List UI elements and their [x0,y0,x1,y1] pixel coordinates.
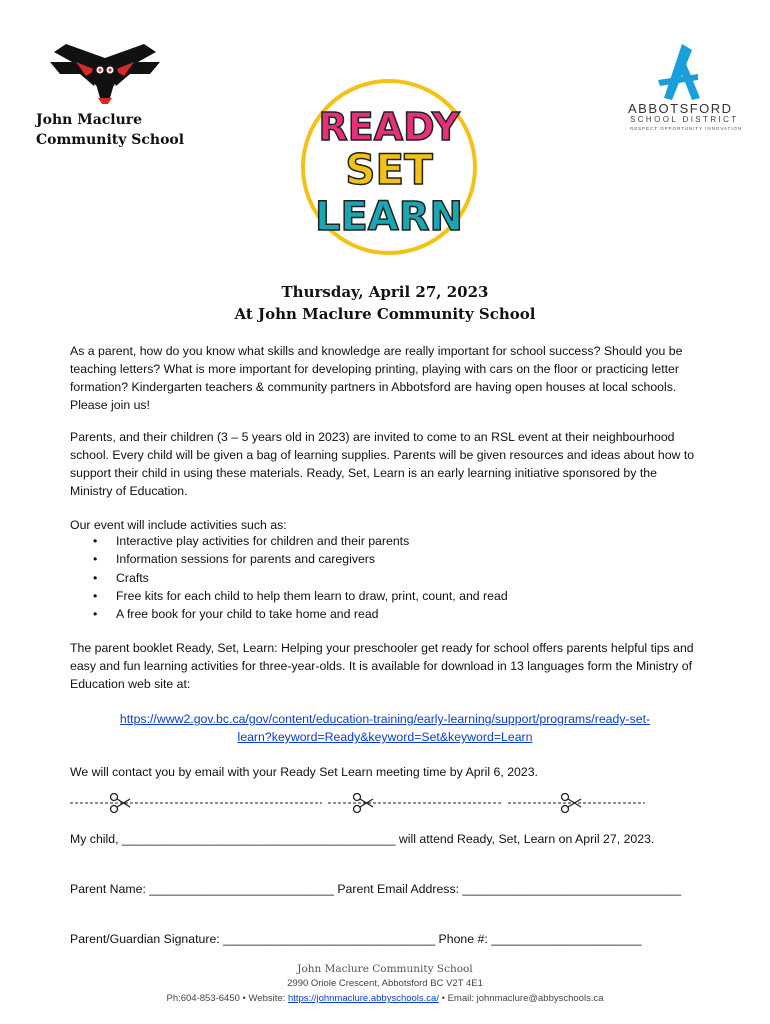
signature-phone-field[interactable]: Parent/Guardian Signature: _______________________________ Phone #: ______________________ [70,932,642,946]
district-a-icon [648,44,708,100]
school-name-line2: Community School [36,132,185,148]
school-name [36,110,184,150]
invite-paragraph: Parents, and their children (3 – 5 years old in 2023) are invited to come to an RSL event at their neighbourhood school. Every child will be given a bag of learning supplies. Parents will be given resources and ideas about how to support their child in using these materials. Ready, Set, Learn is an early learning initiative sponsored by the Ministry of Education. [70,430,695,498]
event-date: Thursday, April 27, 2023 [281,283,489,301]
ready-set-learn-badge [300,78,478,256]
separator-dot: • [242,993,246,1004]
list-item: • Interactive play activities for children and their parents [93,534,410,548]
footer-contact [0,993,770,1004]
svg-text:LEARN: LEARN [314,194,464,240]
contact-note: We will contact you by email with your Ready Set Learn meeting time by April 6, 2023. [70,765,538,779]
bullet-icon: • [93,570,98,585]
cut-line [70,793,645,813]
abbotsford-district-logo [626,44,738,105]
bullet-icon: • [93,607,98,622]
footer-phone: Ph:604-853-6450 [166,993,240,1004]
footer-website-label: Website: [248,993,286,1004]
ministry-link-line1[interactable]: https://www2.gov.bc.ca/gov/content/education-training/early-learning/support/programs/ready-set- [119,712,651,726]
list-item: • Crafts [93,570,149,585]
activities-list [70,532,508,623]
event-location: At John Maclure Community School [234,305,536,323]
school-name-line1: John Maclure [36,112,143,128]
separator-dot: • [441,993,445,1004]
list-item: • Information sessions for parents and caregivers [93,552,376,567]
parent-name-email-field[interactable]: Parent Name: ___________________________ Parent Email Address: ________________________________ [70,882,682,896]
school-thunderbird-logo [40,40,170,106]
footer-school-name: John Maclure Community School [297,963,473,975]
list-item: • A free book for your child to take home and read [93,607,379,622]
footer-address: 2990 Oriole Crescent, Abbotsford BC V2T 4E1 [287,978,483,989]
list-item: • Free kits for each child to help them learn to draw, print, count, and read [93,588,508,603]
district-name: ABBOTSFORD [628,101,733,116]
bullet-icon: • [93,552,98,567]
bullet-icon: • [93,588,98,603]
bullet-icon: • [93,534,98,548]
ministry-link-line2[interactable]: learn?keyword=Ready&keyword=Set&keyword=Learn [237,730,533,744]
svg-text:SET: SET [345,145,433,194]
activities-intro: Our event will include activities such as: [70,518,287,532]
booklet-paragraph: The parent booklet Ready, Set, Learn: Helping your preschooler get ready for school offers parents helpful tips and easy and fun learning activities for three-year-olds. It is available for download in 13 languages form the Ministry of Education web site at: [70,641,694,691]
ready-set-learn-logo [300,78,478,256]
district-subtitle: SCHOOL DISTRICT [630,115,739,124]
child-name-field[interactable]: My child, ________________________________________ will attend Ready, Set, Learn on April 27, 2023. [70,832,655,846]
thunderbird-icon [46,40,164,106]
svg-text:READY: READY [318,105,460,149]
intro-paragraph: As a parent, how do you know what skills and knowledge are really important for school success? Should you be teaching letters? What is more important for developing printing, playing with cars on the floor or practicing letter formation? Kindergarten teachers & community partners in Abbotsford are having open houses at local schools. Please join us! [70,344,683,412]
footer-email: Email: johnmaclure@abbyschools.ca [447,993,604,1004]
footer-website-link[interactable]: https://johnmaclure.abbyschools.ca/ [287,993,439,1004]
district-tagline: RESPECT OPPORTUNITY INNOVATION [630,126,743,131]
